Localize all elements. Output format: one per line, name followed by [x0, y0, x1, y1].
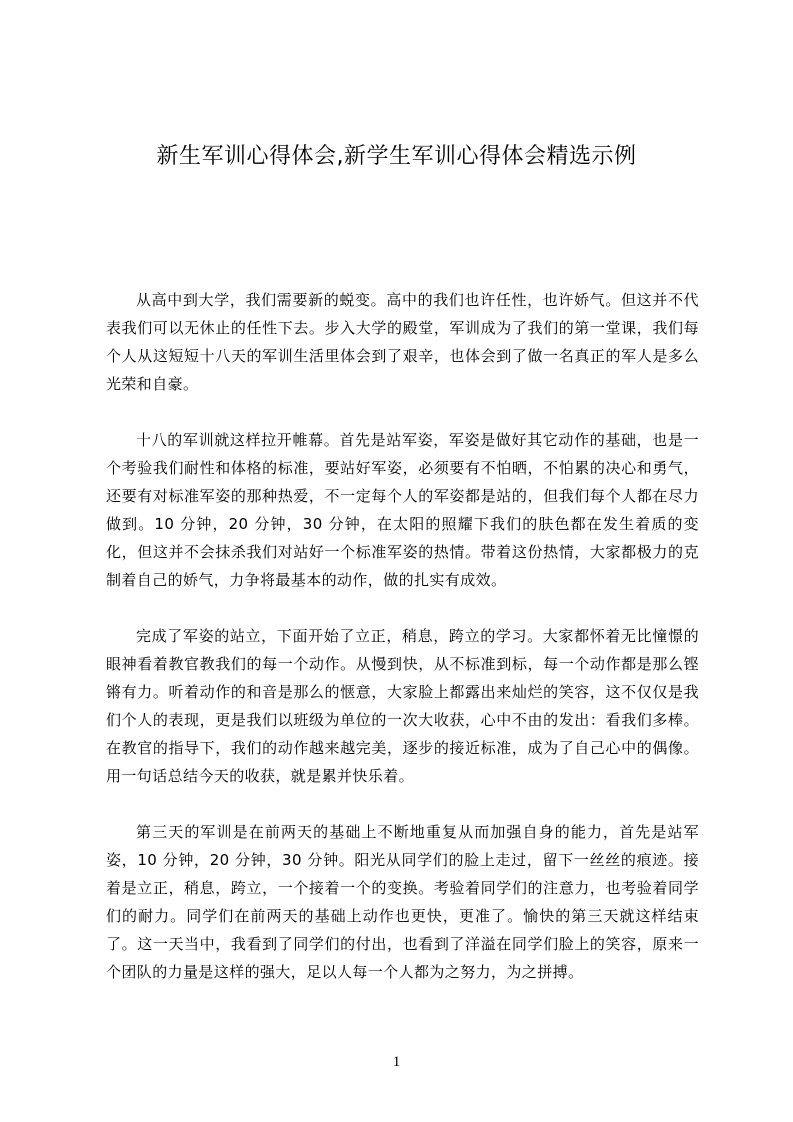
- paragraph-2: 十八的军训就这样拉开帷幕。首先是站军姿，军姿是做好其它动作的基础，也是一个考验我们耐性和体格的标准，要站好军姿，必须要有不怕晒，不怕累的决心和勇气，还要有对标准军姿的那种热爱，不一定每个人的军姿都是站的，但我们每个人都在尽力做到。10 分钟，20 分钟，30 分钟，在太阳的照耀下我们的肤色都在发生着质的变化，但这并不会抹杀我们对站好一个标准军姿的热情。带着这份热情，大家都极力的克制着自己的娇气，力争将最基本的动作，做的扎实有成效。: [106, 431, 699, 589]
- page-number: 1: [392, 1054, 401, 1070]
- paragraph-1: 从高中到大学，我们需要新的蜕变。高中的我们也许任性，也许娇气。但这并不代表我们可以无休止的任性下去。步入大学的殿堂，军训成为了我们的第一堂课，我们每个人从这短短十八天的军训生活里体会到了艰辛，也体会到了做一名真正的军人是多么光荣和自豪。: [106, 291, 699, 393]
- paragraph-3: 完成了军姿的站立，下面开始了立正，稍息，跨立的学习。大家都怀着无比憧憬的眼神看着教官教我们的每一个动作。从慢到快，从不标准到标，每一个动作都是那么铿锵有力。听着动作的和音是那么的惬意，大家脸上都露出来灿烂的笑容，这不仅仅是我们个人的表现，更是我们以班级为单位的一次大收获，心中不由的发出：看我们多棒。在教官的指导下，我们的动作越来越完美，逐步的接近标准，成为了自己心中的偶像。用一句话总结今天的收获，就是累并快乐着。: [106, 627, 699, 785]
- paragraph-4: 第三天的军训是在前两天的基础上不断地重复从而加强自身的能力，首先是站军姿，10 分钟，20 分钟，30 分钟。阳光从同学们的脸上走过，留下一丝丝的痕迹。接着是立正，稍息，跨立，一个接着一个的变换。考验着同学们的注意力，也考验着同学们的耐力。同学们在前两天的基础上动作也更快，更准了。愉快的第三天就这样结束了。这一天当中，我看到了同学们的付出，也看到了洋溢在同学们脸上的笑容，原来一个团队的力量是这样的强大，足以人每一个人都为之努力，为之拼搏。: [106, 823, 699, 981]
- document-body: [106, 286, 699, 1014]
- document-title: 新生军训心得体会,新学生军训心得体会精选示例: [156, 144, 637, 169]
